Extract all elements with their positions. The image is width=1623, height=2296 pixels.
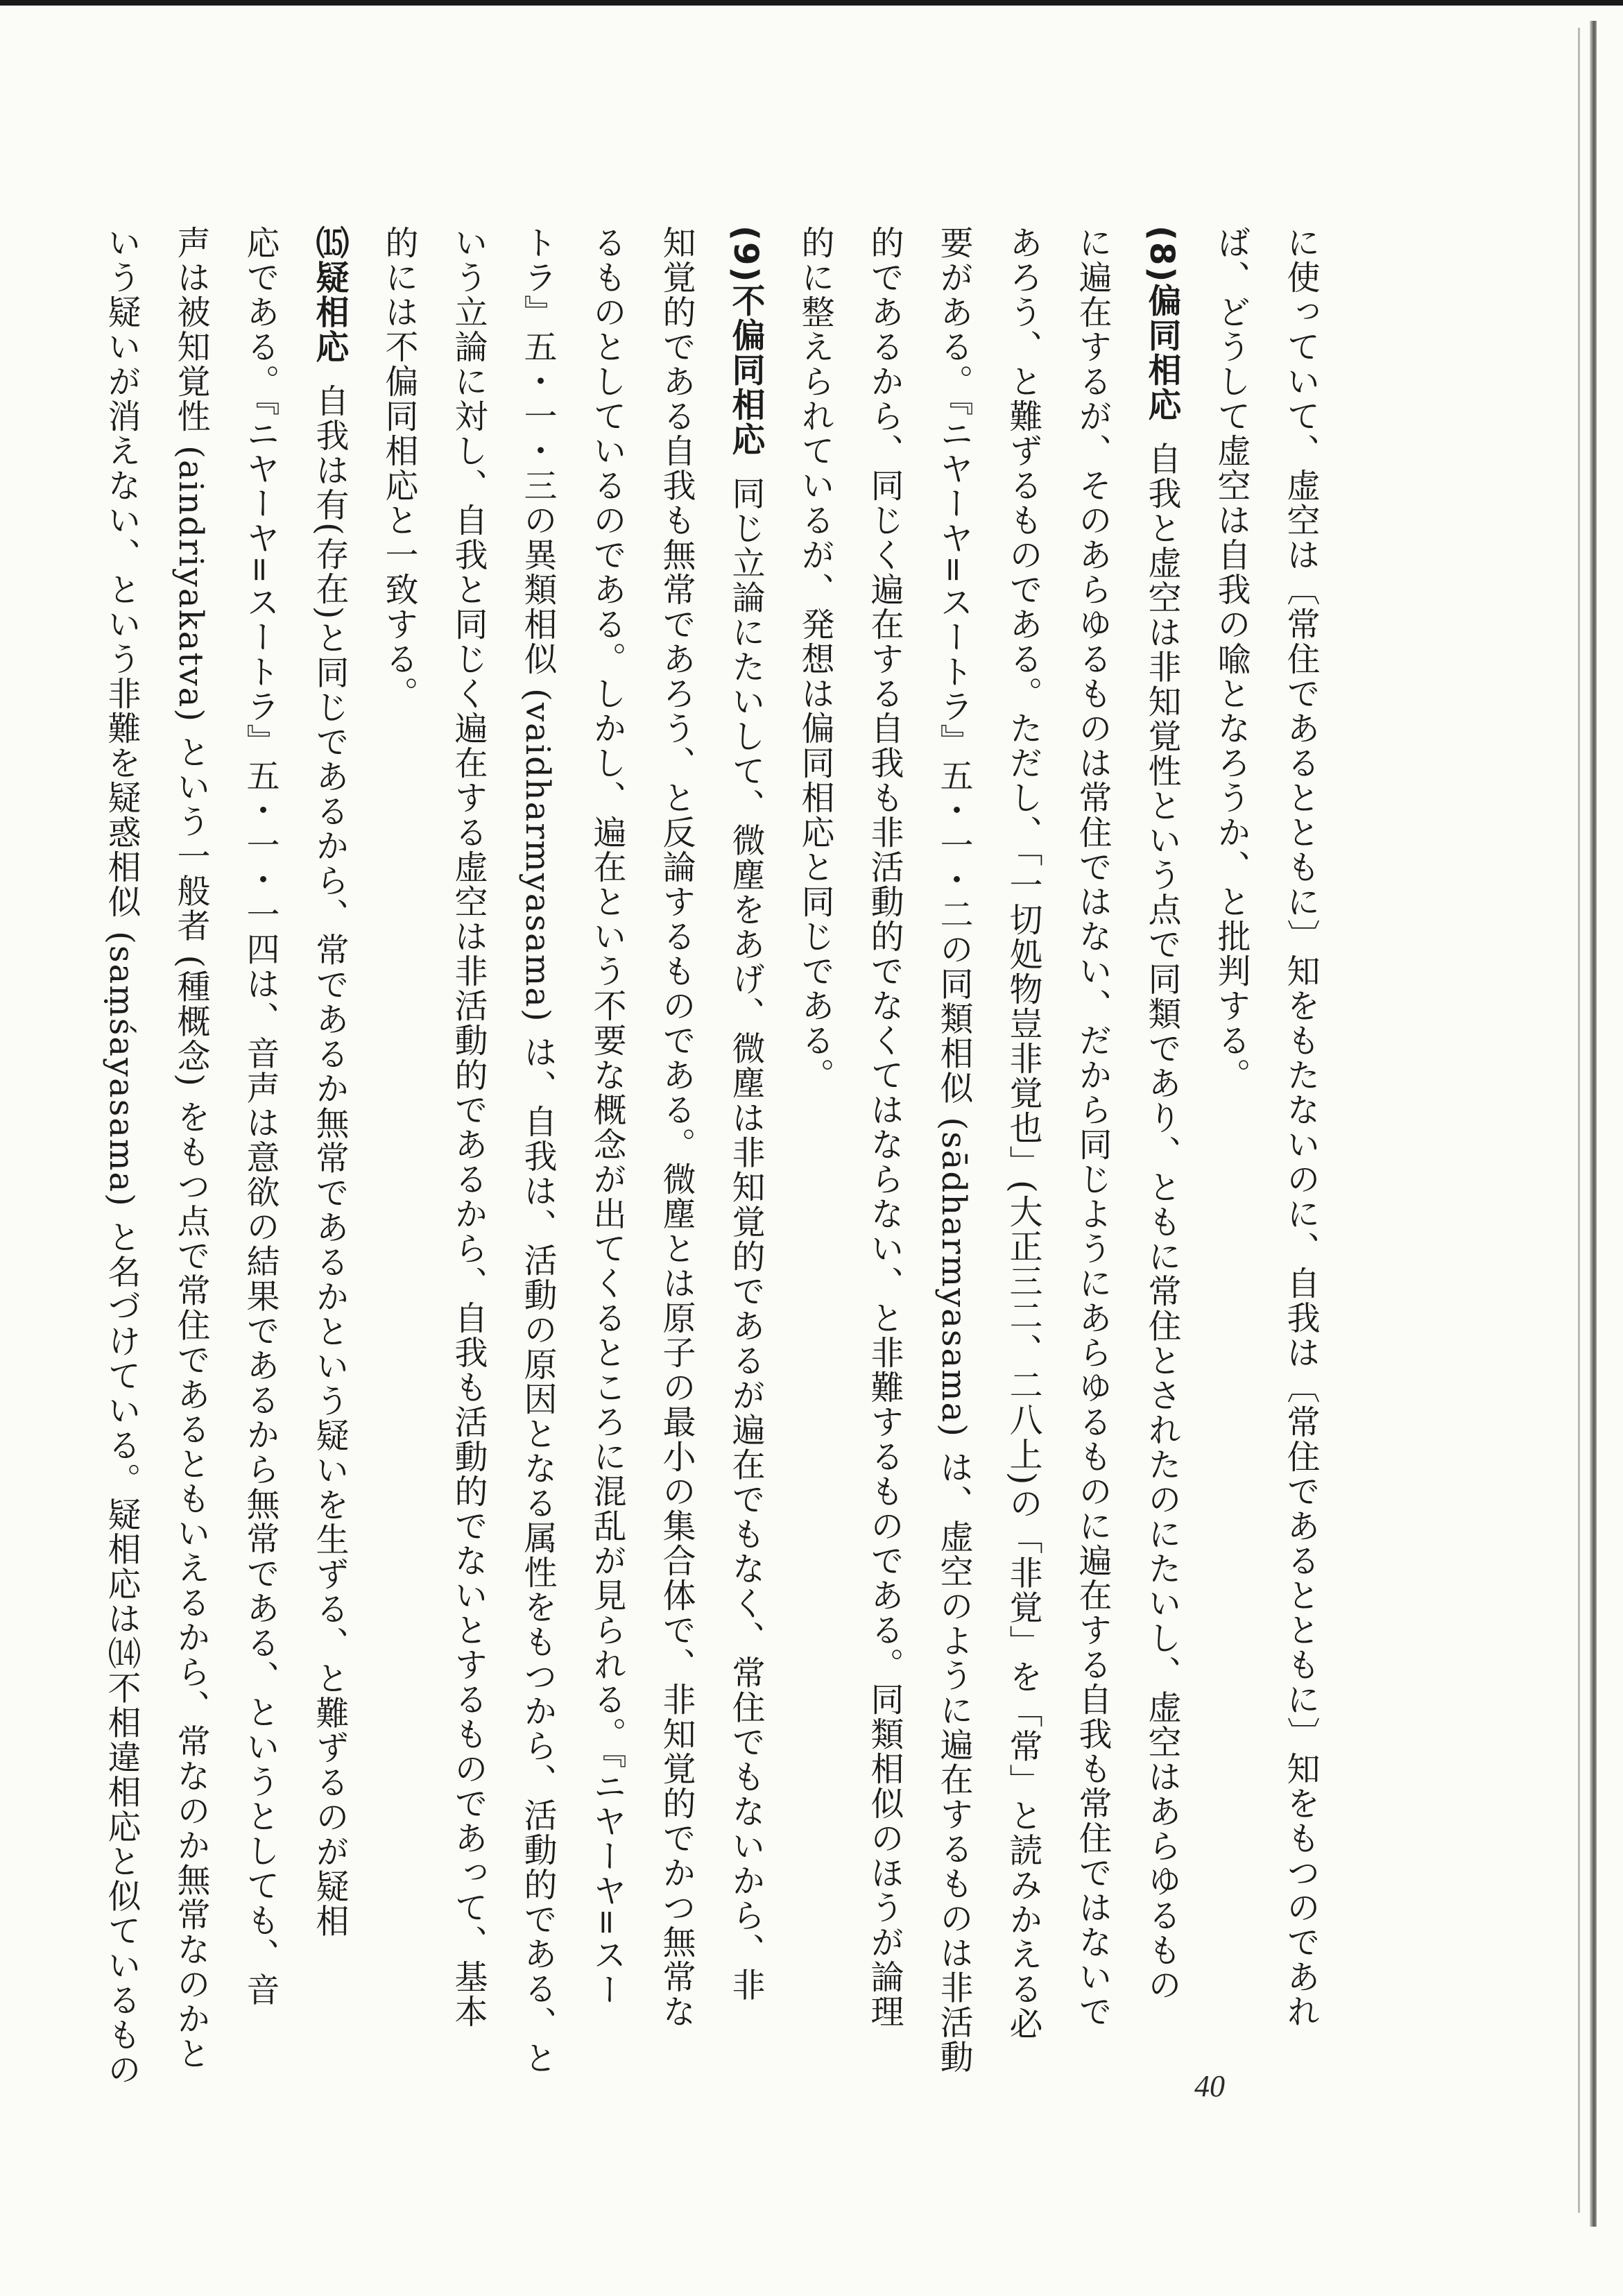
- text-column: 知覚的である自我も無常であろう、と反論するものである。微塵とは原子の最小の集合体で、非知覚的でかつ無常な: [657, 225, 696, 2029]
- text-column: 応である。『ニヤーヤ=スートラ』五・一・一四は、音声は意欲の結果であるから無常である、というとしても、音: [241, 225, 280, 2007]
- text-column: 的であるから、同じく遍在する自我も非活動的でなくてはならない、と非難するものである。同類相似のほうが論理: [865, 225, 904, 2029]
- text-column-with-heading: [295, 225, 364, 2043]
- text-column-body: 自我は有(存在)と同じであるから、常であるか無常であるかという疑いを生ずる、と難ずるのが疑相: [310, 384, 349, 1939]
- section-heading-8: (8)偏同相応: [1142, 225, 1181, 422]
- text-column: ば、どうして虚空は自我の喩となろうか、と批判する。: [1212, 225, 1251, 1093]
- text-column: いう疑いが消えない、という非難を疑惑相似 (saṃśayasama) と名づけている。疑相応は⒁不相違相応と似ているもの: [102, 225, 141, 2087]
- text-column: に遍在するが、そのあらゆるものは常住ではない、だから同じようにあらゆるものに遍在する自我も常住ではないで: [1073, 225, 1112, 2029]
- top-edge-rule: [0, 0, 1623, 6]
- page-binding-line: [1578, 28, 1580, 2213]
- section-heading-9: (9)不偏同相応: [726, 225, 765, 457]
- text-column-with-heading: [711, 225, 780, 2043]
- text-column-body: 同じ立論にたいして、微塵をあげ、微塵は非知覚的であるが遍在でもなく、常住でもないから、非: [726, 476, 765, 2003]
- text-column: いう立論に対し、自我と同じく遍在する虚空は非活動的であるから、自我も活動的でないとするものであって、基本: [449, 225, 488, 2029]
- text-column: に使っていて、虚空は〔常住であるとともに〕知をもたないのに、自我は〔常住であるとともに〕知をもつのであれ: [1281, 225, 1320, 2029]
- text-column: あろう、と難ずるものである。ただし、「一切処物豈非覚也」(大正三二、二八上)の「非覚」を「常」と読みかえる必: [1004, 225, 1042, 2041]
- text-column: トラ』五・一・三の異類相似 (vaidharmyasama) は、自我は、活動の原因となる属性をもつから、活動的である、と: [518, 225, 557, 2075]
- page-binding-edge: [1590, 21, 1597, 2227]
- text-column: 的には不偏同相応と一致する。: [379, 225, 418, 711]
- section-heading-15: ⒂疑相応: [310, 225, 349, 364]
- text-column: 要がある。『ニヤーヤ=スートラ』五・一・二の同類相似 (sādharmyasama) は、虚空のように遍在するものは非活動: [934, 225, 973, 2075]
- page-number: 40: [1194, 2069, 1225, 2103]
- text-column-with-heading: [1127, 225, 1196, 2043]
- text-column: 的に整えられているが、発想は偏同相応と同じである。: [796, 225, 834, 1093]
- text-column-body: 自我と虚空は非知覚性という点で同類であり、ともに常住とされたのにたいし、虚空はあらゆるもの: [1142, 441, 1181, 2003]
- text-column: 声は被知覚性 (aindriyakatva) という一般者 (種概念) をもつ点で常住であるともいえるから、常なのか無常なのかと: [171, 225, 210, 2071]
- text-column: るものとしているのである。しかし、遍在という不要な概念が出てくるところに混乱が見られる。『ニヤーヤ=スー: [587, 225, 626, 2007]
